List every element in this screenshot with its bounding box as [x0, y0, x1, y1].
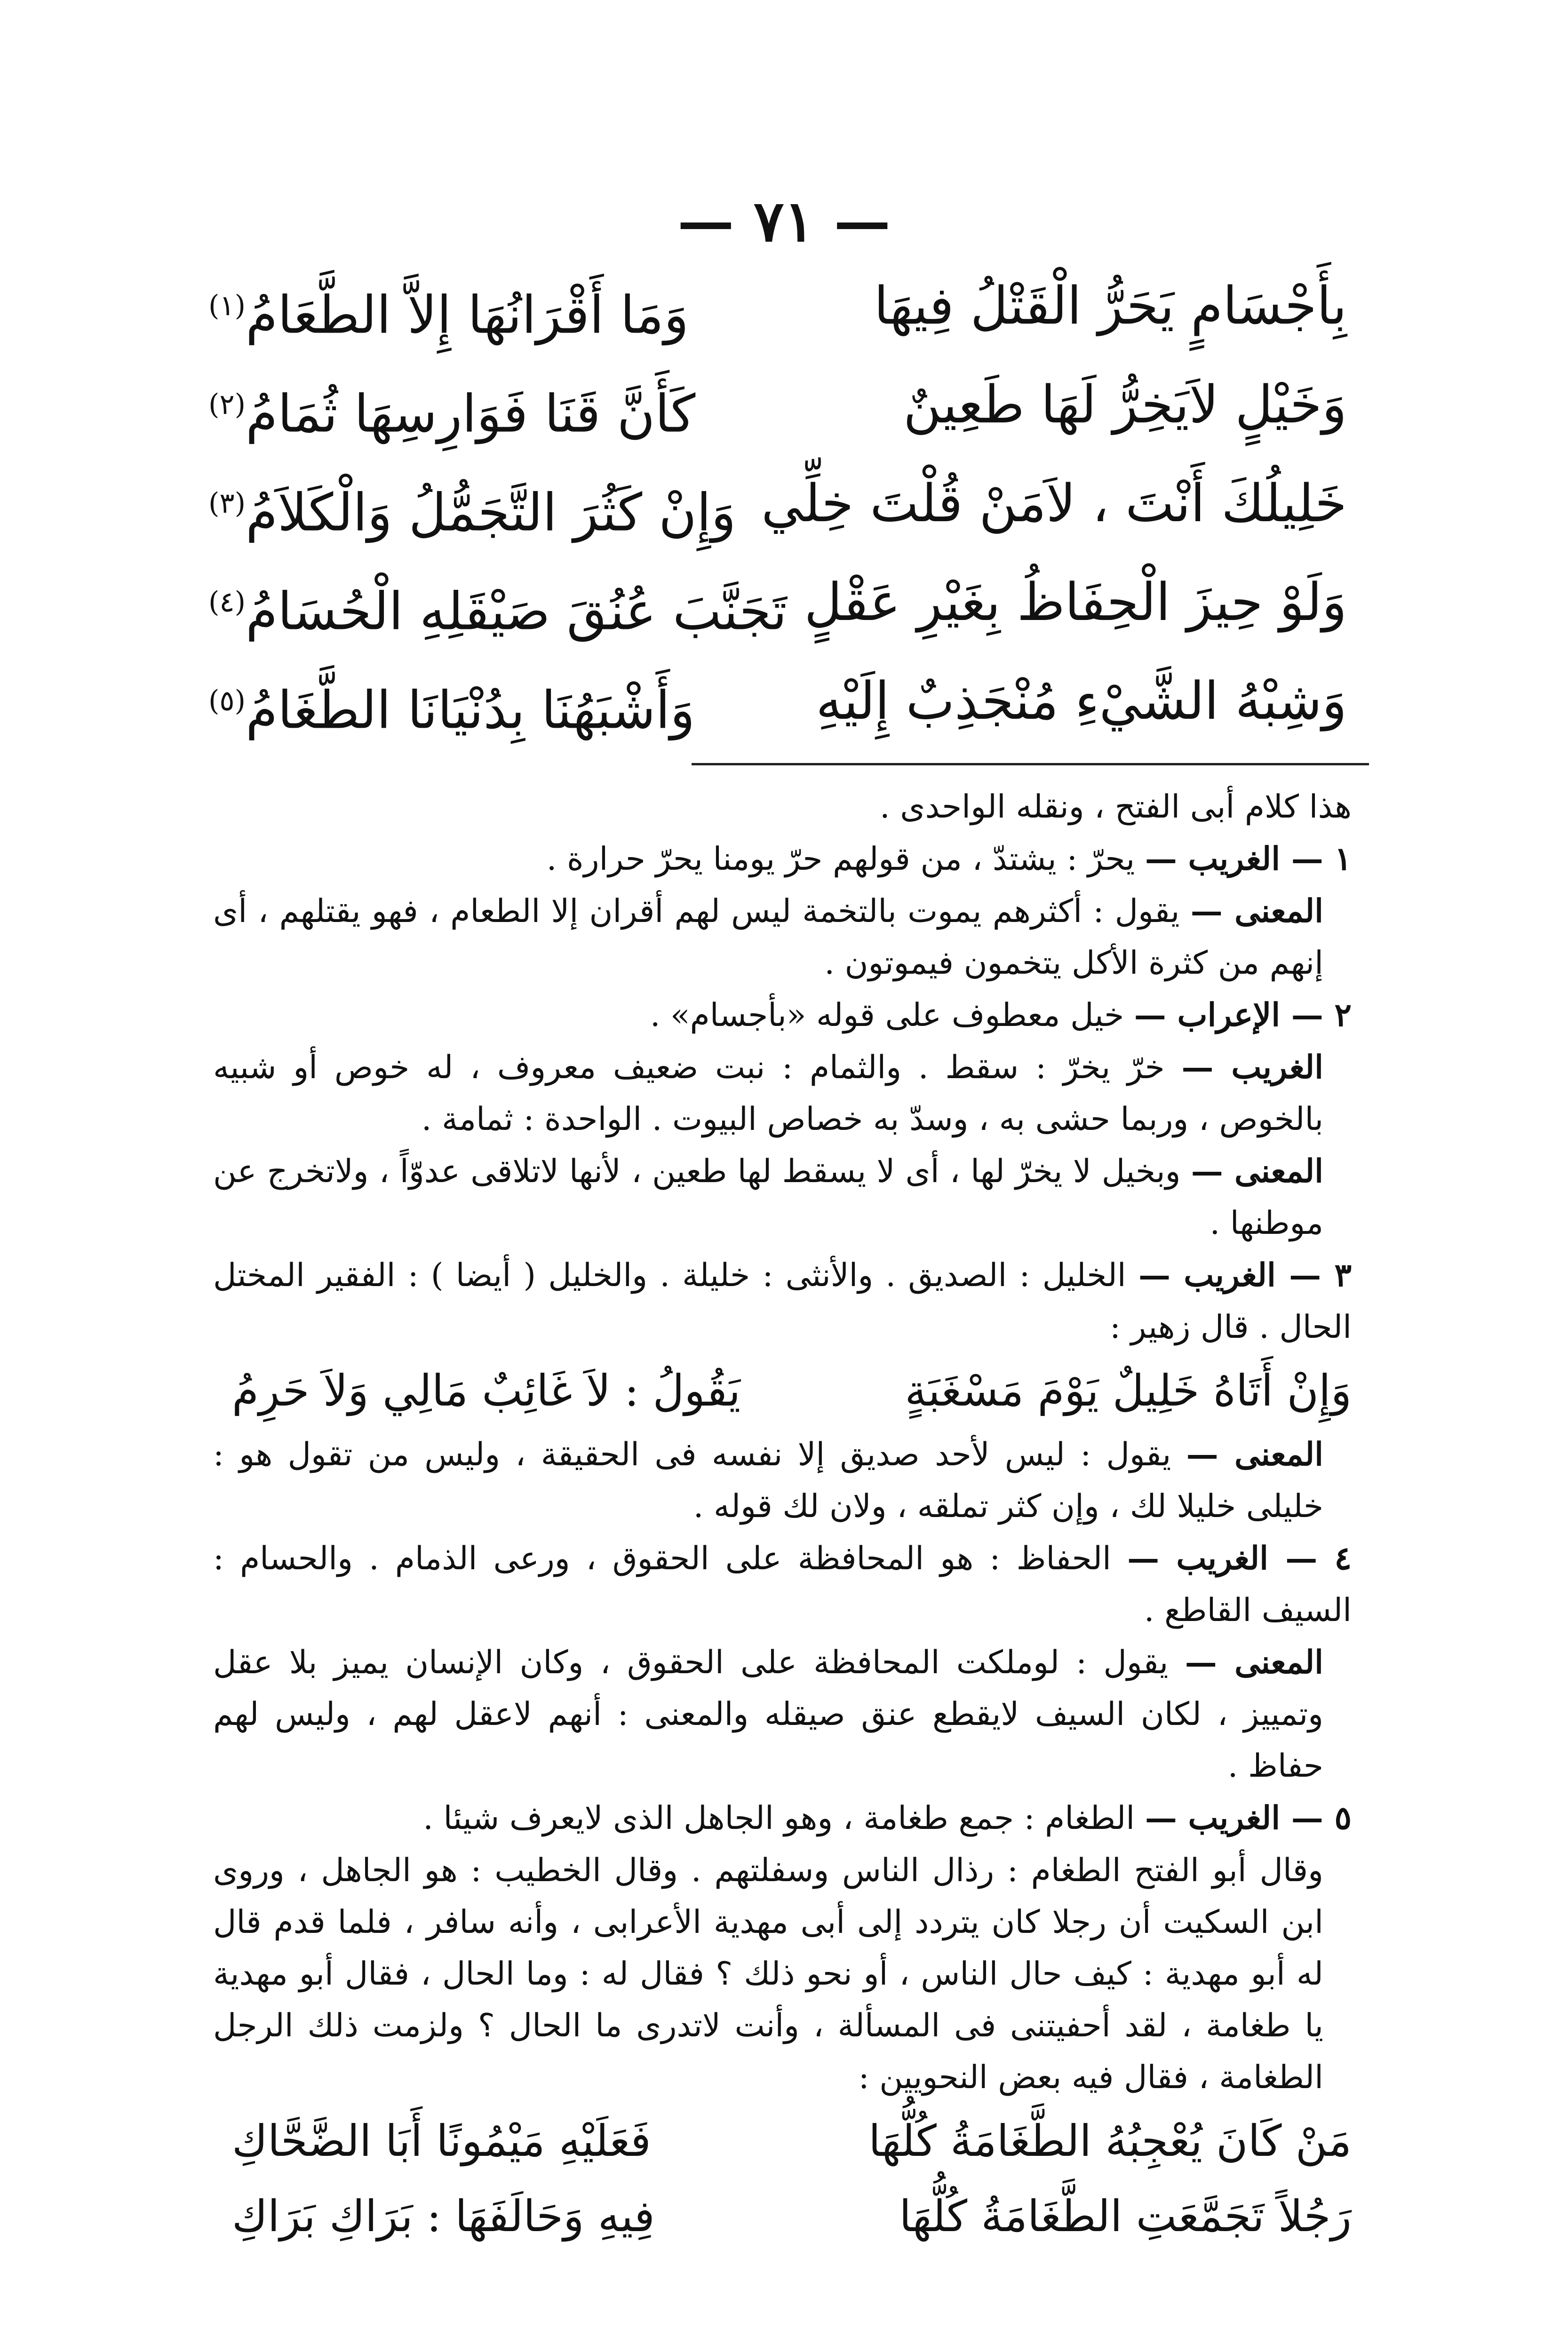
note-label: المعنى —	[1186, 1436, 1323, 1473]
closing-verse-1-second-hemistich: فَعَلَيْهِ مَيْمُونًا أَبَا الضَّحَّاكِ	[232, 2116, 651, 2166]
footnote-marker-2: (٢)	[208, 388, 246, 421]
note-text: يقول : لوملكت المحافظة على الحقوق ، وكان الإنسان يميز بلا عقل وتمييز ، لكان السيف لايقطع عنق صيقله والمعنى : أنهم لاعقل لهم ، وليس لهم حفاظ .	[213, 1644, 1323, 1785]
note-text: الطغام : جمع طغامة ، وهو الجاهل الذى لايعرف شيئا .	[423, 1800, 1145, 1837]
note-text: وقال أبو الفتح الطغام : رذال الناس وسفلتهم . وقال الخطيب : هو الجاهل ، وروى ابن السكيت أن رجلا كان يتردد إلى أبى مهدية الأعرابى ، وأنه سافر ، فلما قدم قال له أبو مهدية : كيف حال الناس ، أو نحو ذلك ؟ فقال له : وما الحال ، فقال أبو مهدية يا طغامة ، لقد أحفيتنى فى المسألة ، وأنت لاتدرى ما الحال ؟ ولزمت ذلك الرجل الطغامة ، فقال فيه بعض النحويين :	[213, 1852, 1323, 2096]
note-label: ١ — الغريب —	[1145, 840, 1352, 878]
verse-4-second-hemistich	[208, 560, 787, 654]
verse-5-second-hemistich	[208, 659, 695, 753]
page-number: — ٧١ —	[677, 188, 891, 254]
verse-5-second-hemistich-text: وَأَشْبَهُنَا بِدُنْيَانَا الطَّغَامُ	[246, 680, 695, 740]
footnote-divider	[692, 763, 1369, 765]
footnotes	[213, 781, 1352, 2254]
verse-3-first-hemistich: خَلِيلُكَ أَنْتَ ، لاَمَنْ قُلْتَ خِلِّي	[761, 473, 1347, 533]
verse-3-second-hemistich	[208, 461, 736, 555]
verse-3-second-hemistich-text: وَإِنْ كَثُرَ التَّجَمُّلُ وَالْكَلاَمُ	[246, 482, 736, 543]
note-label: ٤ — الغريب —	[1127, 1540, 1352, 1577]
note-text: خيل معطوف على قوله «بأجسام» .	[650, 997, 1134, 1034]
note-1-gharib	[213, 833, 1352, 885]
poem-verse-1	[208, 263, 1347, 348]
verse-2-second-hemistich-text: كَأَنَّ قَنَا فَوَارِسِهَا ثُمَامُ	[246, 383, 696, 444]
zuhair-second-hemistich: يَقُولُ : لاَ غَائِبٌ مَالِي وَلاَ حَرِمُ	[232, 1366, 741, 1416]
note-text: الحفاظ : هو المحافظة على الحقوق ، ورعى الذمام . والحسام : السيف القاطع .	[213, 1540, 1352, 1629]
footnote-marker-4: (٤)	[208, 586, 246, 619]
poem-verse-2	[208, 362, 1347, 447]
verse-5-first-hemistich: وَشِبْهُ الشَّيْءِ مُنْجَذِبٌ إِلَيْهِ	[816, 671, 1347, 731]
closing-verse-1-first-hemistich: مَنْ كَانَ يُعْجِبُهُ الطَّغَامَةُ كُلُّهَا	[868, 2116, 1352, 2166]
note-3-gharib	[213, 1249, 1352, 1353]
note-intro	[213, 781, 1352, 833]
zuhair-first-hemistich: وَإِنْ أَتَاهُ خَلِيلٌ يَوْمَ مَسْغَبَةٍ	[905, 1366, 1352, 1416]
note-2-irab	[213, 989, 1352, 1041]
footnote-marker-5: (٥)	[208, 684, 246, 717]
verse-1-first-hemistich: بِأَجْسَامٍ يَحَرُّ الْقَتْلُ فِيهَا	[874, 276, 1347, 336]
note-2-gharib	[213, 1041, 1352, 1145]
verse-4-second-hemistich-text: تَجَنَّبَ عُنُقَ صَيْقَلِهِ الْحُسَامُ	[246, 581, 787, 642]
note-4-gharib	[213, 1533, 1352, 1637]
note-5-extra	[213, 1844, 1352, 2104]
zuhair-verse	[213, 1353, 1352, 1429]
verse-1-second-hemistich-text: وَمَا أَقْرَانُهَا إِلاَّ الطَّعَامُ	[246, 285, 689, 345]
verse-1-second-hemistich	[208, 263, 689, 358]
note-label: المعنى —	[1185, 1644, 1324, 1681]
footnote-marker-3: (٣)	[208, 487, 246, 520]
footnote-marker-1: (١)	[208, 289, 246, 322]
note-label: ٢ — الإعراب —	[1134, 996, 1352, 1034]
closing-verse-2-first-hemistich: رَجُلاً تَجَمَّعَتِ الطَّغَامَةُ كُلُّهَا	[899, 2191, 1352, 2241]
note-label: المعنى —	[1190, 892, 1323, 930]
note-5-gharib	[213, 1792, 1352, 1844]
note-label: ٥ — الغريب —	[1145, 1799, 1352, 1837]
closing-verse-2	[213, 2179, 1352, 2254]
note-text: يقول : أكثرهم يموت بالتخمة ليس لهم أقران إلا الطعام ، فهو يقتلهم ، أى إنهم من كثرة الأكل يتخمون فيموتون .	[213, 893, 1323, 982]
note-text: يقول : ليس لأحد صديق إلا نفسه فى الحقيقة ، وليس من تقول هو : خليلى خليلا لك ، وإن كثر تملقه ، ولان لك قوله .	[213, 1436, 1323, 1525]
note-text: يحرّ : يشتدّ ، من قولهم حرّ يومنا يحرّ حرارة .	[546, 841, 1145, 878]
verse-2-second-hemistich	[208, 362, 695, 456]
poem-verse-3	[208, 461, 1347, 546]
note-3-meaning	[213, 1429, 1352, 1533]
note-2-meaning	[213, 1145, 1352, 1249]
verse-4-first-hemistich: وَلَوْ حِيزَ الْحِفَاظُ بِغَيْرِ عَقْلٍ	[804, 572, 1347, 632]
poem-verse-5	[208, 659, 1347, 743]
note-label: الغريب —	[1181, 1049, 1324, 1086]
note-text: هذا كلام أبى الفتح ، ونقله الواحدى .	[880, 788, 1352, 826]
note-label: المعنى —	[1191, 1152, 1323, 1190]
verse-2-first-hemistich: وَخَيْلٍ لاَيَخِرُّ لَهَا طَعِينٌ	[903, 374, 1347, 435]
note-4-meaning	[213, 1637, 1352, 1792]
closing-verse-2-second-hemistich: فِيهِ وَحَالَفَهَا : بَرَاكِ بَرَاكِ	[232, 2191, 655, 2241]
note-text: وبخيل لا يخرّ لها ، أى لا يسقط لها طعين ، لأنها لاتلاقى عدوّاً ، ولاتخرج عن موطنها .	[213, 1153, 1323, 1242]
note-text: الخليل : الصديق . والأنثى : خليلة . والخليل ( أيضا ) : الفقير المختل الحال . قال زهير :	[213, 1257, 1352, 1346]
note-1-meaning	[213, 885, 1352, 989]
poem-verse-4	[208, 560, 1347, 644]
note-label: ٣ — الغريب —	[1138, 1256, 1352, 1294]
closing-verse-1	[213, 2104, 1352, 2179]
note-text: خرّ يخرّ : سقط . والثمام : نبت ضعيف معروف ، له خوص أو شبيه بالخوص ، وربما حشى به ، وسدّ به خصاص البيوت . الواحدة : ثمامة .	[213, 1049, 1323, 1138]
